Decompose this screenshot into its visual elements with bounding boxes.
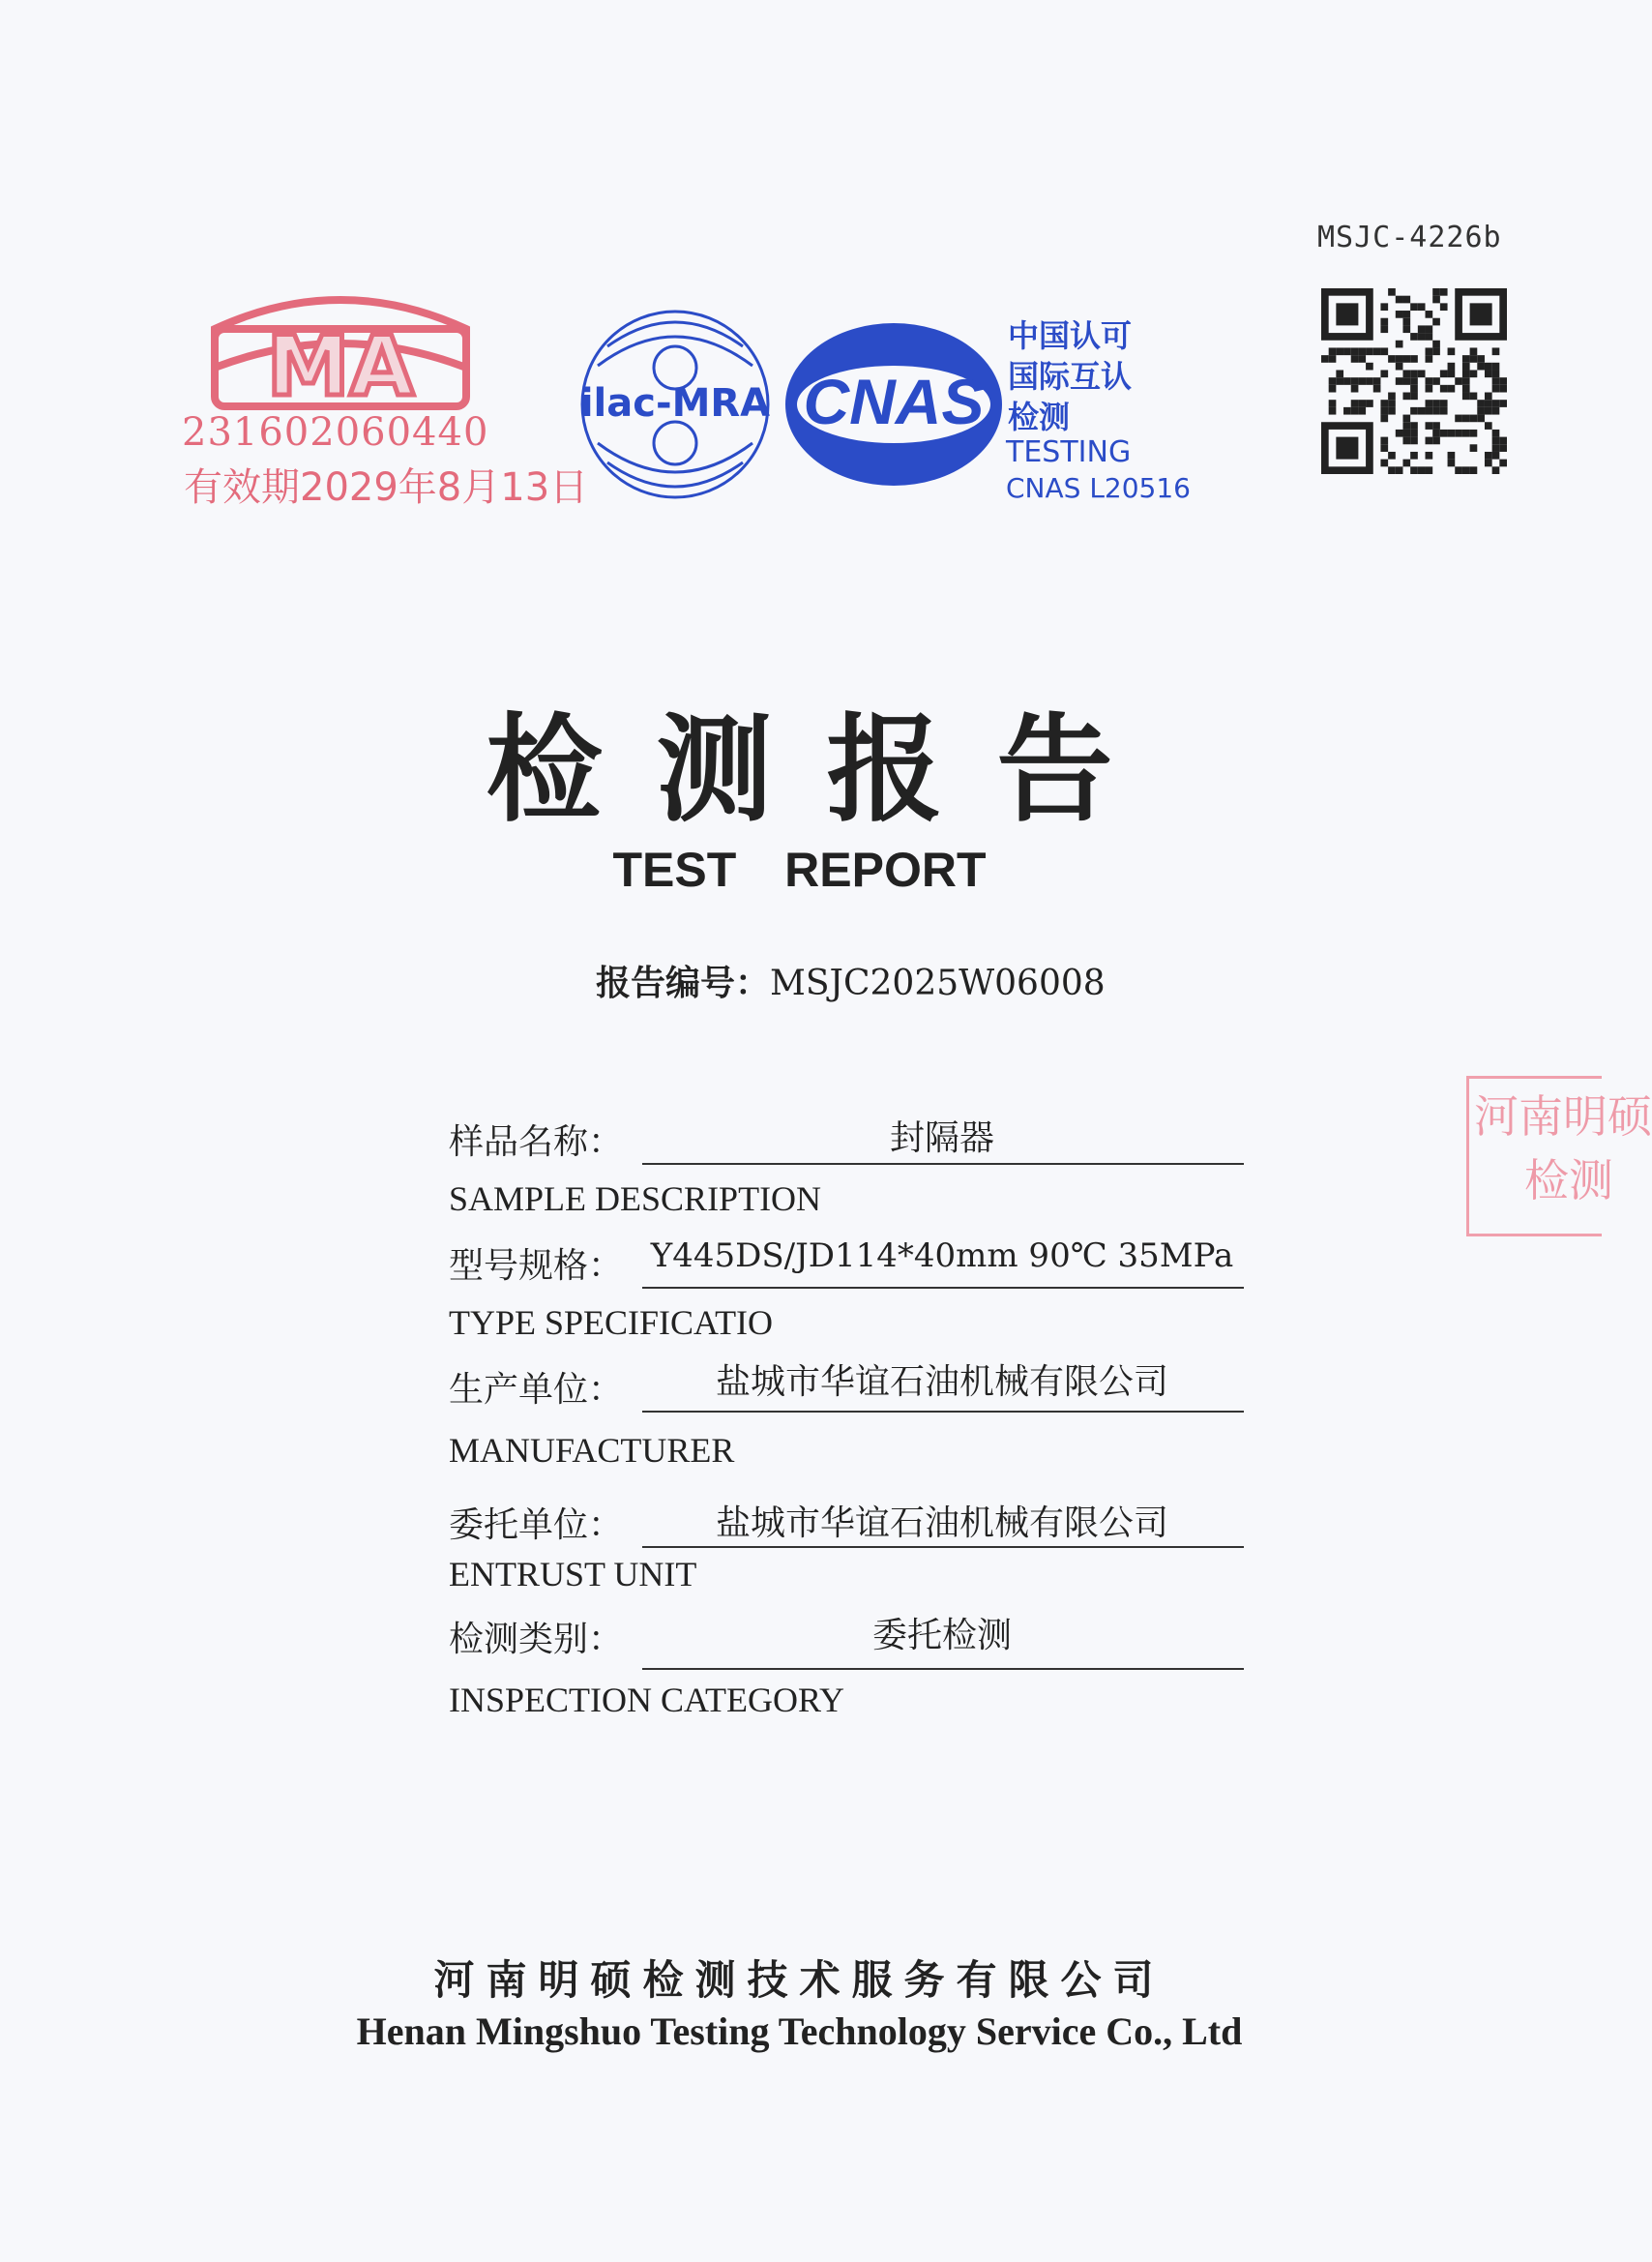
cnas-zh-line3: 检测 <box>1008 399 1071 435</box>
report-title-en: TEST REPORT <box>612 843 987 897</box>
inspection-category-label: 检测类别： <box>449 1620 624 1659</box>
report-number-label: 报告编号： <box>596 964 771 1003</box>
report-number-value: MSJC2025W06008 <box>770 964 1106 1003</box>
cnas-accreditation-number: CNAS L20516 <box>1006 472 1191 504</box>
report-title-zh: 检测报告 <box>486 703 1167 838</box>
cnas-en-line: TESTING <box>1006 435 1132 469</box>
cnas-zh-line1: 中国认可 <box>1008 317 1133 354</box>
cnas-logo <box>782 319 1006 490</box>
report-number <box>596 956 1106 1005</box>
cnas-zh-line2: 国际互认 <box>1008 358 1133 395</box>
inspection-category-value: 委托检测 <box>871 1616 1012 1655</box>
sample-name-label-en: SAMPLE DESCRIPTION <box>449 1179 822 1218</box>
type-spec-label-en: TYPE SPECIFICATIO <box>449 1303 774 1342</box>
ilac-logo-text: ilac-MRA <box>579 381 771 426</box>
entrust-unit-label-en: ENTRUST UNIT <box>449 1555 697 1593</box>
sample-name-underline <box>642 1163 1244 1165</box>
cnas-logo-text: CNAS <box>803 366 985 437</box>
side-stamp-line2: 检测 <box>1524 1154 1613 1206</box>
inspection-category-underline <box>642 1668 1244 1670</box>
entrust-unit-label: 委托单位： <box>449 1505 624 1545</box>
inspection-category-label-en: INSPECTION CATEGORY <box>449 1681 845 1719</box>
type-spec-value: Y445DS/JD114*40mm 90℃ 35MPa <box>650 1236 1234 1275</box>
manufacturer-label-en: MANUFACTURER <box>449 1431 735 1470</box>
manufacturer-underline <box>642 1411 1244 1413</box>
type-spec-underline <box>642 1287 1244 1289</box>
cma-valid-until: 有效期2029年8月13日 <box>184 465 589 510</box>
side-stamp-line1: 河南明硕 <box>1474 1090 1652 1143</box>
manufacturer-value: 盐城市华谊石油机械有限公司 <box>715 1362 1168 1402</box>
company-name-zh: 河南明硕检测技术服务有限公司 <box>433 1956 1165 2004</box>
qr-code <box>1321 288 1507 478</box>
entrust-unit-underline <box>642 1546 1244 1548</box>
company-name-en: Henan Mingshuo Testing Technology Service Co., Ltd <box>356 2009 1243 2053</box>
sample-name-label: 样品名称： <box>449 1122 624 1162</box>
ilac-mra-logo <box>578 308 772 501</box>
cma-logo-text: MA <box>266 318 415 415</box>
sample-name-value: 封隔器 <box>889 1118 994 1158</box>
type-spec-label: 型号规格： <box>449 1246 624 1286</box>
document-code: MSJC-4226b <box>1317 221 1502 254</box>
manufacturer-label: 生产单位： <box>449 1370 624 1410</box>
entrust-unit-value: 盐城市华谊石油机械有限公司 <box>715 1503 1168 1543</box>
cma-certificate-number: 231602060440 <box>182 410 489 455</box>
